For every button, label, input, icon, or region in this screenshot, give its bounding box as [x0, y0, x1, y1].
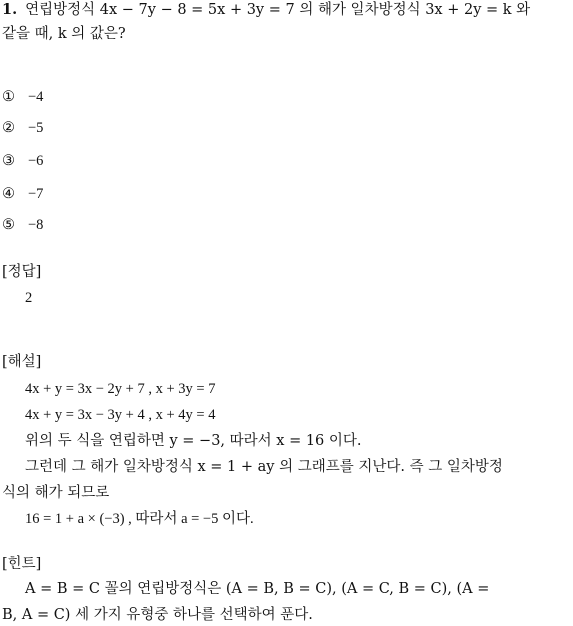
explanation-line: 식의 해가 되므로 — [2, 485, 110, 501]
option-mark: ③ — [2, 153, 15, 169]
option-value: −7 — [28, 186, 44, 202]
option-mark: ② — [2, 120, 15, 136]
option-value: −6 — [28, 153, 44, 169]
explanation-line: 4x + y = 3x − 3y + 4 , x + 4y = 4 — [25, 407, 216, 423]
explanation-line: 4x + y = 3x − 2y + 7 , x + 3y = 7 — [25, 381, 216, 397]
option-value: −5 — [28, 120, 44, 136]
question-line-2: 같을 때, k 의 값은? — [2, 26, 126, 42]
explanation-label: [해설] — [2, 354, 42, 370]
option-4[interactable] — [2, 184, 43, 204]
explanation-line: 16 = 1 + a × (−3) , 따라서 a = −5 이다. — [25, 511, 254, 527]
answer-label: [정답] — [2, 264, 42, 280]
explanation-line: 위의 두 식을 연립하면 y = −3, 따라서 x = 16 이다. — [25, 433, 362, 449]
hint-line: A = B = C 꼴의 연립방정식은 (A = B, B = C), (A = C, B = C), (A = — [25, 581, 490, 597]
question-text-1: 연립방정식 4x − 7y − 8 = 5x + 3y = 7 의 해가 일차방정식 3x + 2y = k 와 — [25, 2, 531, 18]
option-value: −8 — [28, 217, 44, 233]
option-3[interactable] — [2, 151, 43, 171]
option-mark: ④ — [2, 186, 15, 202]
option-1[interactable] — [2, 87, 43, 107]
option-mark: ⑤ — [2, 217, 15, 233]
explanation-line: 그런데 그 해가 일차방정식 x = 1 + ay 의 그래프를 지난다. 즉 그 일차방정 — [25, 459, 503, 475]
answer-value: 2 — [25, 290, 33, 306]
hint-label: [힌트] — [2, 556, 42, 572]
option-value: −4 — [28, 89, 44, 105]
question-line-1 — [2, 0, 530, 20]
question-number: 1. — [2, 1, 18, 18]
option-5[interactable] — [2, 215, 43, 235]
option-2[interactable] — [2, 118, 43, 138]
option-mark: ① — [2, 89, 15, 105]
hint-line: B, A = C) 세 가지 유형중 하나를 선택하여 푼다. — [2, 607, 313, 623]
